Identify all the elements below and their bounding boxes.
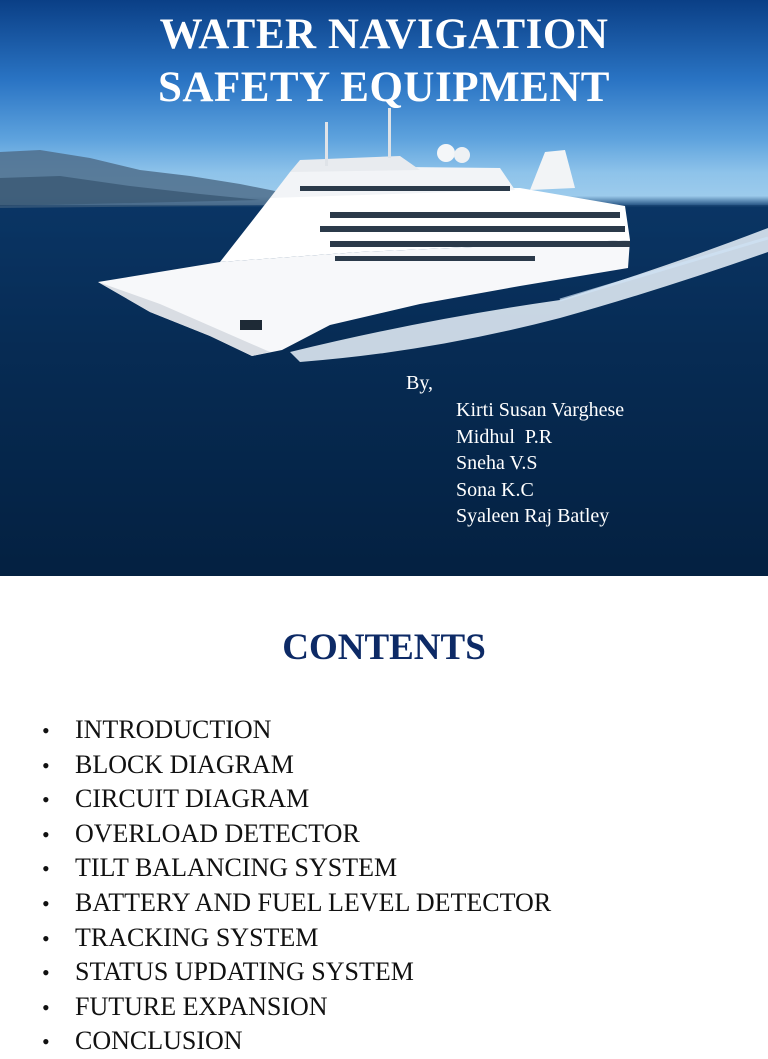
bullet-icon: •: [42, 960, 50, 986]
bullet-icon: •: [42, 890, 50, 916]
list-item: [42, 851, 551, 886]
contents-list: [42, 713, 551, 1059]
bullet-icon: •: [42, 787, 50, 813]
bullet-icon: •: [42, 925, 50, 951]
title-line-1: WATER NAVIGATION: [159, 11, 609, 58]
list-item: [42, 713, 551, 748]
list-item: [42, 817, 551, 852]
list-item-label: FUTURE EXPANSION: [75, 991, 328, 1021]
list-item: [42, 921, 551, 956]
list-item: [42, 1024, 551, 1059]
list-item-label: CONCLUSION: [75, 1026, 243, 1056]
author-name: Syaleen Raj Batley: [456, 505, 610, 527]
bullet-icon: •: [42, 718, 50, 743]
list-item: [42, 955, 551, 990]
contents-slide: [0, 576, 768, 1056]
title-line-2: SAFETY EQUIPMENT: [158, 64, 610, 111]
list-item: [42, 748, 551, 783]
author-name: Midhul P.R: [456, 425, 553, 448]
list-item: [42, 782, 551, 817]
list-item: [42, 990, 551, 1025]
list-item-label: OVERLOAD DETECTOR: [75, 818, 360, 848]
list-item: [42, 886, 551, 921]
author-list: [456, 397, 624, 530]
list-item-label: BLOCK DIAGRAM: [75, 749, 294, 779]
by-label: By,: [406, 372, 434, 394]
contents-heading: CONTENTS: [282, 627, 486, 668]
list-item-label: CIRCUIT DIAGRAM: [75, 784, 310, 814]
bullet-icon: •: [42, 752, 50, 778]
bullet-icon: •: [42, 1029, 50, 1055]
list-item-label: BATTERY AND FUEL LEVEL DETECTOR: [75, 887, 552, 917]
list-item-label: INTRODUCTION: [75, 715, 272, 744]
list-item-label: TILT BALANCING SYSTEM: [75, 853, 398, 883]
author-name: Kirti Susan Varghese: [456, 399, 625, 421]
list-item-label: STATUS UPDATING SYSTEM: [75, 957, 414, 987]
bullet-icon: •: [42, 856, 50, 882]
author-name: Sneha V.S: [456, 452, 538, 474]
bullet-icon: •: [42, 821, 50, 847]
author-name: Sona K.C: [456, 478, 534, 501]
bullet-icon: •: [42, 994, 50, 1020]
list-item-label: TRACKING SYSTEM: [75, 922, 319, 952]
